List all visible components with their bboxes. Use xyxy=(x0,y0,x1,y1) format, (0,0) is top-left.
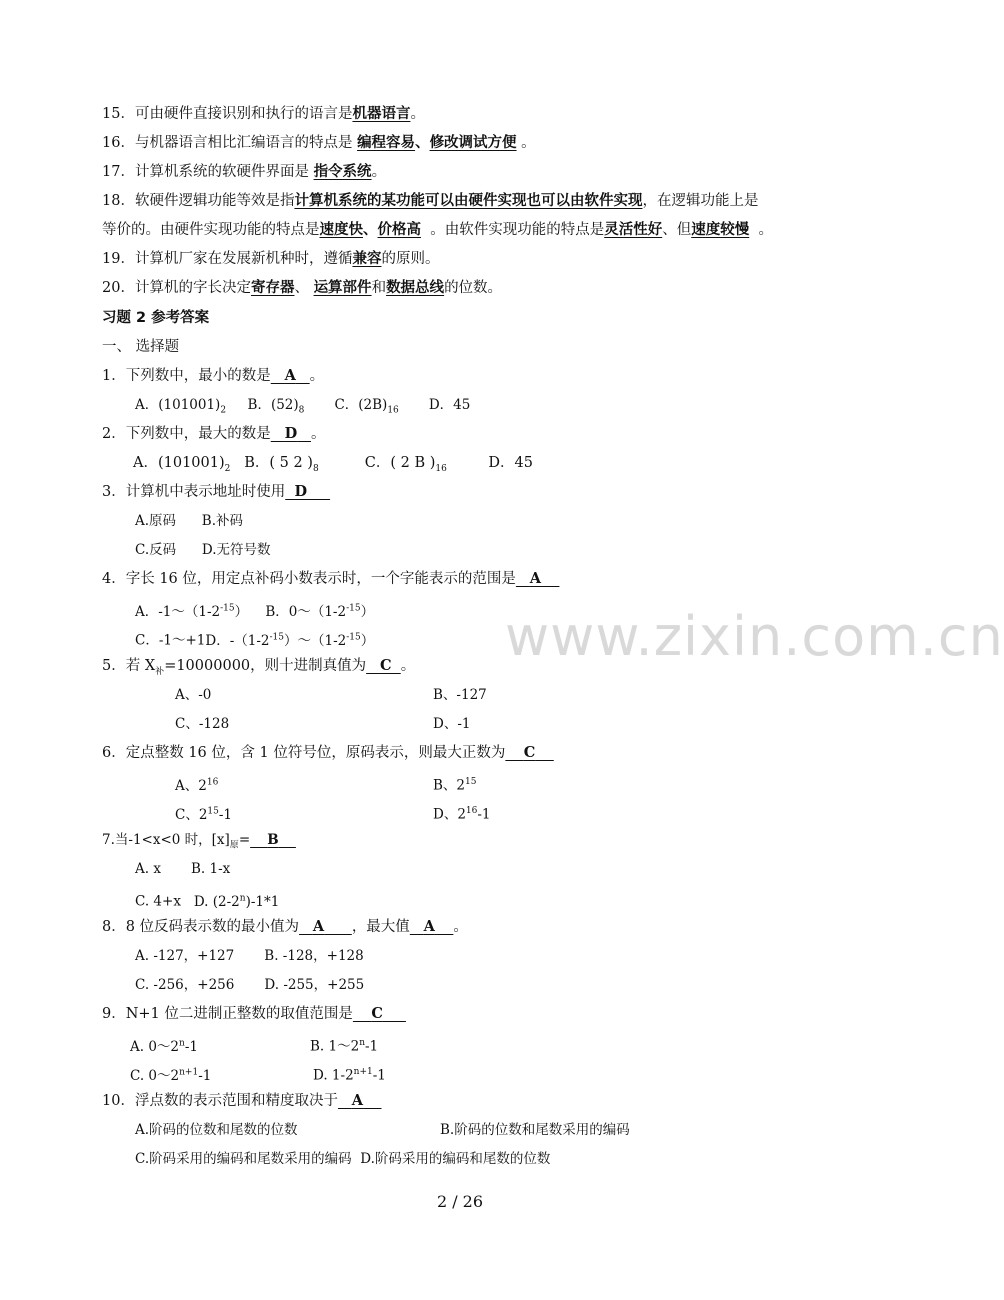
option-b: B．( 5 2 )$_8$ xyxy=(244,455,319,474)
answer: A xyxy=(312,918,325,935)
watermark: www.zixin.com.cn xyxy=(505,605,1004,668)
answer: C xyxy=(523,744,536,761)
choice-options-4a xyxy=(135,598,374,622)
option-d: D. (2-2$^n$)-1*1 xyxy=(193,893,280,910)
choice-question-5: 5．若 $X_补=10000000$，则十进制真值为 C 。 xyxy=(102,657,416,677)
option-a: A. x xyxy=(135,861,161,877)
option-a: A．$-1\sim(1-2^{-15})$ xyxy=(135,603,249,620)
option-a: A．$(101001)_2$ xyxy=(135,397,227,416)
choice-options-10a xyxy=(135,1120,735,1140)
choice-options-8a xyxy=(135,946,364,966)
option-d: D．45 xyxy=(488,455,533,471)
option-a: A、$2^{16}$ xyxy=(175,777,219,794)
option-c: C、$2^{15}-1$ xyxy=(175,806,233,823)
question-18-line2: 等价的。由硬件实现功能的特点是速度快、价格高 。由软件实现功能的特点是灵活性好、但速度较慢 。 xyxy=(102,221,773,238)
option-c: C.阶码采用的编码和尾数采用的编码 xyxy=(135,1151,352,1167)
answer: A xyxy=(423,918,435,935)
option-c: C. -256，+256 xyxy=(135,977,235,993)
answer: 机器语言 xyxy=(352,105,411,122)
answer: 数据总线 xyxy=(386,279,445,296)
choice-options-5a xyxy=(175,685,735,705)
option-a: A．$(101001)_2$ xyxy=(133,455,231,474)
option-c: C．-1～+1 xyxy=(135,632,206,649)
choice-question-9: 9．N+1 位二进制正整数的取值范围是 C xyxy=(102,1004,406,1024)
option-d: D．$-(1-2^{-15})\sim(1-2^{-15})$ xyxy=(205,632,375,649)
answer: C xyxy=(371,1005,383,1022)
answer: A xyxy=(351,1092,364,1109)
option-a: A. -127，+127 xyxy=(135,948,235,964)
answer: A xyxy=(529,570,541,587)
option-c: C.反码 xyxy=(135,542,177,558)
choice-question-4: 4．字长 16 位，用定点补码小数表示时，一个字能表示的范围是 A xyxy=(102,569,559,589)
answer: 编程容易 xyxy=(357,134,416,151)
answer: 修改调试方便 xyxy=(429,134,517,151)
choice-question-6: 6．定点整数 16 位，含 1 位符号位，原码表示，则最大正数为 C xyxy=(102,743,554,763)
option-c: C．( 2 B )$_{16}$ xyxy=(364,455,447,474)
answer: 指令系统 xyxy=(313,163,372,180)
answer: 兼容 xyxy=(352,250,382,267)
option-d: D．45 xyxy=(428,397,471,413)
option-d: D、-1 xyxy=(433,716,471,732)
answer: B xyxy=(267,832,279,848)
answer: 速度较慢 xyxy=(691,221,750,238)
page-number: 2 / 26 xyxy=(436,1192,484,1211)
question-18: 18．软硬件逻辑功能等效是指计算机系统的某功能可以由硬件实现也可以由软件实现，在逻辑功能上是 xyxy=(102,192,759,209)
answer: 灵活性好 xyxy=(604,221,663,238)
answer: 计算机系统的某功能可以由硬件实现也可以由软件实现 xyxy=(294,192,643,209)
option-a: A. 0～2$^n$-1 xyxy=(130,1038,198,1055)
question-17: 17．计算机系统的软硬件界面是 指令系统。 xyxy=(102,163,387,180)
option-c: C. $0\sim 2^{n+1}-1$ xyxy=(130,1067,212,1084)
choice-options-1 xyxy=(135,395,470,421)
option-d: D.无符号数 xyxy=(201,542,271,558)
option-b: B. -128，+128 xyxy=(264,948,364,964)
option-a: A.阶码的位数和尾数的位数 xyxy=(135,1122,298,1138)
section-title: 习题 2 参考答案 xyxy=(102,310,210,326)
answer: 运算部件 xyxy=(313,279,372,296)
choice-options-7b xyxy=(135,888,279,912)
answer: D xyxy=(294,483,308,500)
option-b: B. 1～2$^n$-1 xyxy=(310,1038,379,1055)
choice-question-7: 7.当-1<x<0 时，$[x]_原=$ B xyxy=(102,830,296,856)
option-d: D.阶码采用的编码和尾数的位数 xyxy=(360,1151,551,1167)
answer: C xyxy=(379,657,392,674)
choice-options-7a xyxy=(135,859,230,879)
option-c: C、-128 xyxy=(175,716,230,732)
choice-question-8: 8．8 位反码表示数的最小值为 A ，最大值 A 。 xyxy=(102,918,468,935)
choice-options-5b xyxy=(175,714,735,734)
option-a: A、-0 xyxy=(175,687,212,703)
option-b: B、-127 xyxy=(433,687,487,703)
answer: 速度快 xyxy=(319,221,363,238)
option-d: D. -255，+255 xyxy=(264,977,365,993)
option-d: D. $1-2^{n+1}-1$ xyxy=(313,1067,386,1084)
choice-options-6a xyxy=(175,772,735,796)
option-b: B．$(52)_8$ xyxy=(247,397,305,416)
option-b: B、$2^{15}$ xyxy=(433,777,477,794)
choice-options-9a xyxy=(130,1033,690,1057)
question-15: 15．可由硬件直接识别和执行的语言是机器语言。 xyxy=(102,105,425,122)
option-b: B. 1-x xyxy=(191,861,231,877)
choice-options-2 xyxy=(133,453,533,479)
choice-options-4b xyxy=(135,627,374,651)
choice-options-10b xyxy=(135,1149,550,1169)
choice-question-2: 2．下列数中，最大的数是 D 。 xyxy=(102,425,326,442)
choice-options-6b xyxy=(175,801,735,825)
question-19: 19．计算机厂家在发展新机种时，遵循兼容的原则。 xyxy=(102,250,440,267)
choice-question-10: 10．浮点数的表示范围和精度取决于 A xyxy=(102,1091,381,1111)
option-d: D、$2^{16}-1$ xyxy=(433,806,491,823)
option-a: A.原码 xyxy=(135,513,177,529)
option-c: C．$(2B)_{16}$ xyxy=(334,397,399,416)
option-b: B.补码 xyxy=(201,513,244,529)
answer: A xyxy=(284,367,296,384)
choice-options-3b xyxy=(135,540,271,560)
option-b: B.阶码的位数和尾数采用的编码 xyxy=(440,1122,630,1138)
option-c: C. 4+x xyxy=(135,893,181,910)
choice-options-8b xyxy=(135,975,364,995)
choice-question-3: 3．计算机中表示地址时使用 D xyxy=(102,482,330,502)
answer: D xyxy=(284,425,298,442)
answer: 寄存器 xyxy=(250,279,295,296)
question-20: 20．计算机的字长决定寄存器、 运算部件和数据总线的位数。 xyxy=(102,279,503,296)
question-16: 16．与机器语言相比汇编语言的特点是 编程容易、修改调试方便 。 xyxy=(102,134,536,151)
part-heading: 一、 选择题 xyxy=(102,339,180,355)
choice-options-9b xyxy=(130,1062,690,1086)
option-b: B．$0\sim(1-2^{-15})$ xyxy=(265,603,375,620)
choice-options-3a xyxy=(135,511,243,531)
answer: 价格高 xyxy=(377,221,421,238)
choice-question-1: 1．下列数中，最小的数是 A 。 xyxy=(102,367,325,384)
